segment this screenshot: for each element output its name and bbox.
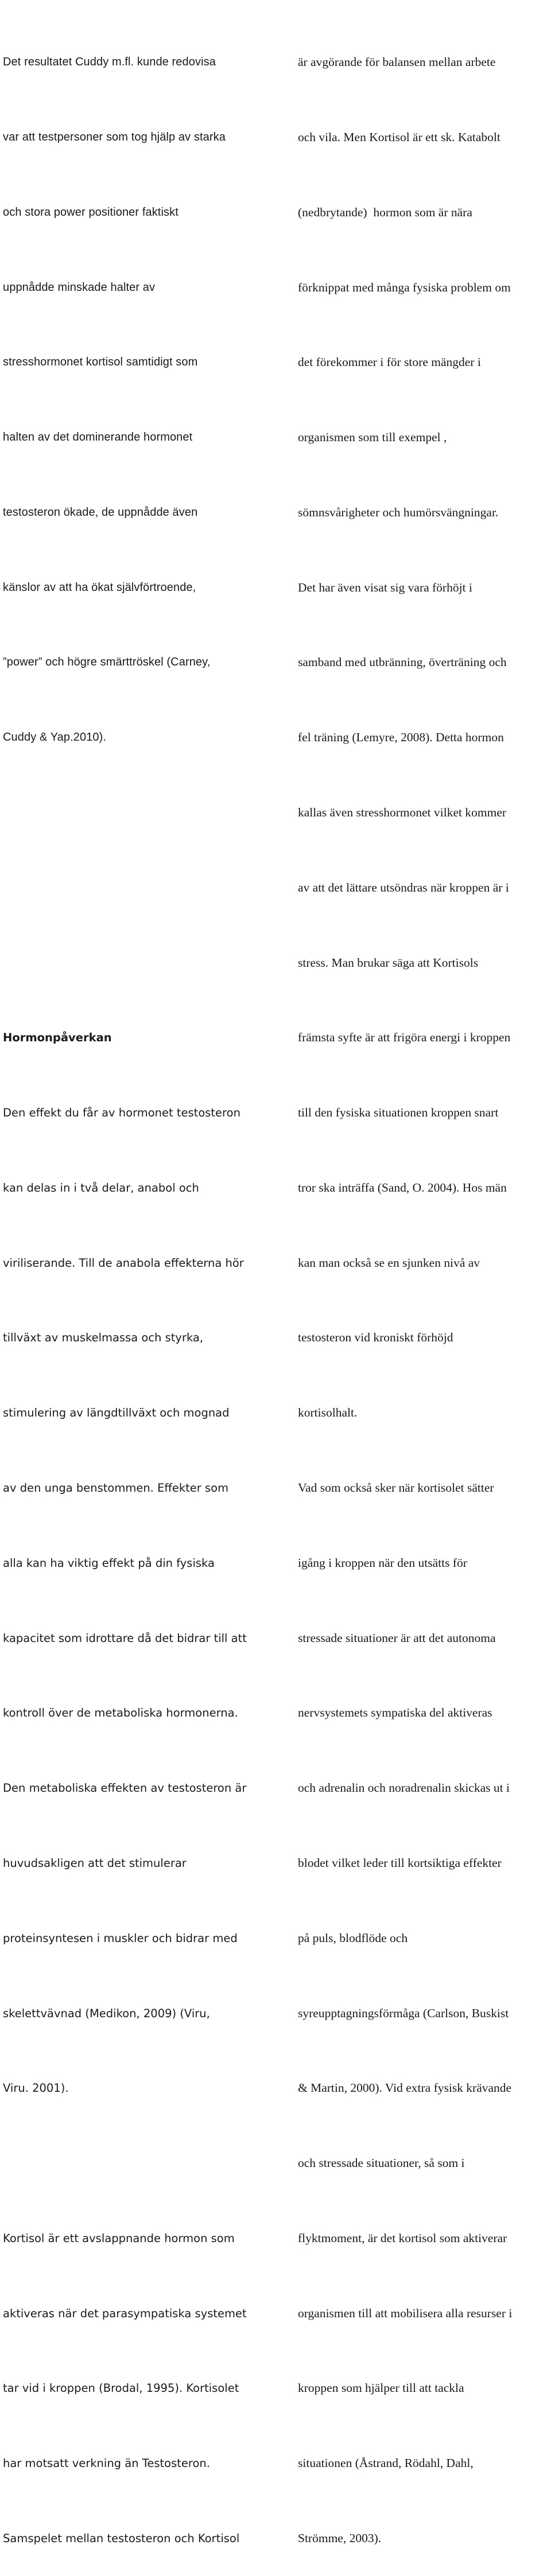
text-line: av att det lättare utsöndras när kroppen är i bbox=[298, 880, 509, 894]
text-line: viriliserande. Till de anabola effekterna hör bbox=[3, 1256, 244, 1270]
text-line: av den unga benstommen. Effekter som bbox=[3, 1481, 229, 1495]
text-line: flyktmoment, är det kortisol som aktiverar bbox=[298, 2231, 507, 2245]
text-line: till den fysiska situationen kroppen snart bbox=[298, 1106, 499, 1120]
text-line: & Martin, 2000). Vid extra fysisk krävande bbox=[298, 2081, 512, 2095]
text-line: har motsatt verkning än Testosteron. bbox=[3, 2457, 210, 2470]
text-line: ”power” och högre smärttröskel (Carney, bbox=[3, 656, 211, 669]
text-line: nervsystemets sympatiska del aktiveras bbox=[298, 1706, 492, 1720]
text-line: kroppen som hjälper till att tackla bbox=[298, 2381, 464, 2395]
text-line: aktiveras när det parasympatiska systemet bbox=[3, 2306, 247, 2320]
blank-line bbox=[3, 875, 284, 901]
text-line: (nedbrytande) hormon som är nära bbox=[298, 205, 472, 219]
text-line: är avgörande för balansen mellan arbete bbox=[298, 55, 496, 69]
text-line: stress. Man brukar säga att Kortisols bbox=[298, 955, 479, 970]
text-line: tillväxt av muskelmassa och styrka, bbox=[3, 1331, 204, 1345]
text-line: situationen (Åstrand, Rödahl, Dahl, bbox=[298, 2456, 474, 2470]
text-line: proteinsyntesen i muskler och bidrar med bbox=[3, 1931, 238, 1945]
text-line: organismen till att mobilisera alla resurser i bbox=[298, 2306, 513, 2320]
text-line: testosteron ökade, de uppnådde även bbox=[3, 505, 198, 519]
section-heading: Hormonpåverkan bbox=[3, 1031, 112, 1045]
text-line: kortisolhalt. bbox=[298, 1406, 358, 1420]
text-line: Det har även visat sig vara förhöjt i bbox=[298, 580, 472, 594]
text-line: stimulering av längdtillväxt och mognad bbox=[3, 1406, 230, 1420]
text-line: stresshormonet kortisol samtidigt som bbox=[3, 356, 198, 369]
text-line: sömnsvårigheter och humörsvängningar. bbox=[298, 505, 499, 519]
text-line: blodet vilket leder till kortsiktiga effekter bbox=[298, 1855, 502, 1870]
blank-line bbox=[3, 2151, 284, 2176]
text-line: kan man också se en sjunken nivå av bbox=[298, 1255, 480, 1270]
text-line: halten av det dominerande hormonet bbox=[3, 431, 193, 444]
left-column bbox=[3, 0, 284, 2576]
text-line: var att testpersoner som tog hjälp av starka bbox=[3, 130, 226, 143]
text-line: känslor av att ha ökat självförtroende, bbox=[3, 581, 196, 594]
text-line: främsta syfte är att frigöra energi i kroppen bbox=[298, 1030, 511, 1045]
text-line: Kortisol är ett avslappnande hormon som bbox=[3, 2231, 235, 2245]
text-line: stressade situationer är att det autonoma bbox=[298, 1631, 496, 1645]
text-line: på puls, blodflöde och bbox=[298, 1931, 408, 1945]
text-line: alla kan ha viktig effekt på din fysiska bbox=[3, 1556, 215, 1570]
text-line: tror ska inträffa (Sand, O. 2004). Hos män bbox=[298, 1180, 507, 1194]
text-line: Det resultatet Cuddy m.fl. kunde redovisa bbox=[3, 56, 216, 69]
text-line: och vila. Men Kortisol är ett sk. Katabolt bbox=[298, 130, 500, 144]
right-column bbox=[298, 0, 551, 2576]
text-line: och adrenalin och noradrenalin skickas ut i bbox=[298, 1781, 510, 1795]
text-line: det förekommer i för store mängder i bbox=[298, 355, 481, 369]
text-line: uppnådde minskade halter av bbox=[3, 281, 156, 294]
text-line: Strömme, 2003). bbox=[298, 2531, 382, 2545]
blank-line bbox=[3, 800, 284, 826]
text-line: testosteron vid kroniskt förhöjd bbox=[298, 1330, 453, 1345]
text-line: och stressade situationer, så som i bbox=[298, 2156, 465, 2170]
text-line: förknippat med många fysiska problem om bbox=[298, 280, 511, 294]
text-line: huvudsakligen att det stimulerar bbox=[3, 1856, 187, 1870]
text-line: kapacitet som idrottare då det bidrar till att bbox=[3, 1631, 247, 1645]
text-line: Den metaboliska effekten av testosteron är bbox=[3, 1781, 247, 1795]
text-line: och stora power positioner faktiskt bbox=[3, 205, 179, 219]
text-line: kallas även stresshormonet vilket kommer bbox=[298, 806, 507, 819]
text-line: Vad som också sker när kortisolet sätter bbox=[298, 1481, 494, 1495]
text-line: kan delas in i två delar, anabol och bbox=[3, 1181, 199, 1194]
text-line: Viru. 2001). bbox=[3, 2081, 69, 2095]
text-line: Cuddy & Yap.2010). bbox=[3, 731, 107, 744]
text-line: Samspelet mellan testosteron och Kortisol bbox=[3, 2531, 240, 2545]
text-line: kontroll över de metaboliska hormonerna. bbox=[3, 1706, 238, 1720]
text-line: tar vid i kroppen (Brodal, 1995). Kortisolet bbox=[3, 2382, 239, 2395]
text-line: organismen som till exempel , bbox=[298, 430, 447, 445]
text-line: syreupptagningsförmåga (Carlson, Buskist bbox=[298, 2006, 509, 2020]
text-line: igång i kroppen när den utsätts för bbox=[298, 1555, 467, 1570]
text-line: fel träning (Lemyre, 2008). Detta hormon bbox=[298, 730, 504, 745]
text-line: samband med utbränning, överträning och bbox=[298, 655, 507, 670]
blank-line bbox=[3, 951, 284, 976]
text-line: skelettvävnad (Medikon, 2009) (Viru, bbox=[3, 2006, 210, 2020]
text-line: Den effekt du får av hormonet testosteron bbox=[3, 1106, 240, 1120]
